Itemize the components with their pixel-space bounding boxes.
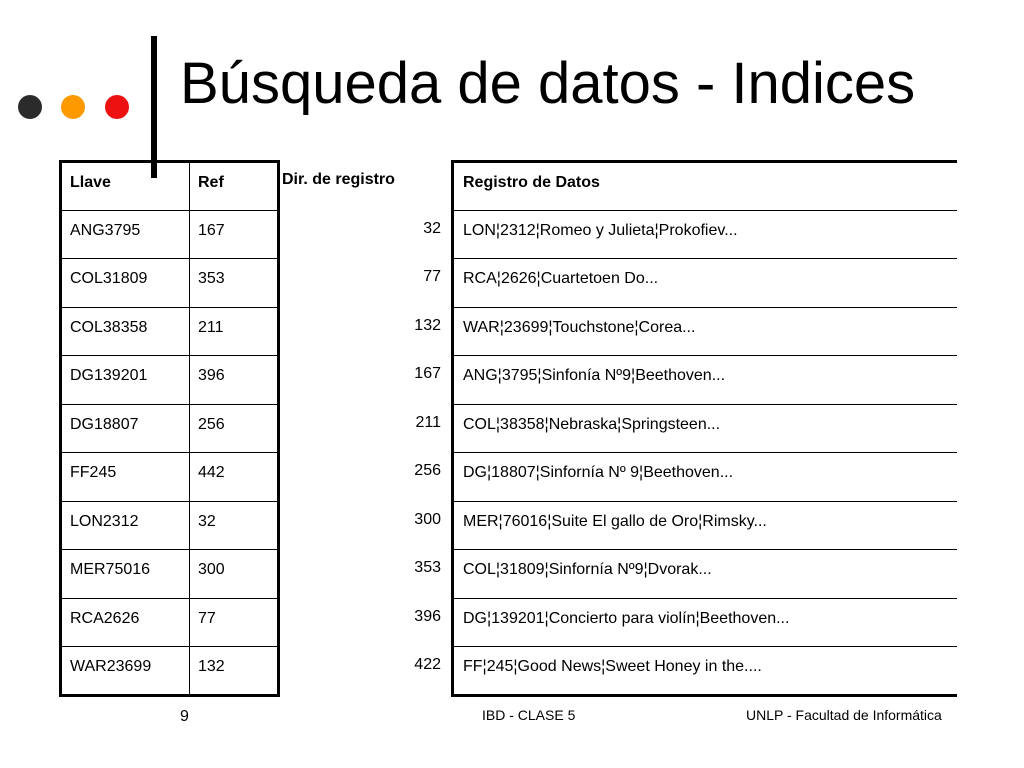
index-ref-cell: 211	[190, 307, 279, 356]
index-ref-cell: 353	[190, 259, 279, 308]
address-cell: 300	[414, 510, 441, 528]
table-row	[61, 307, 279, 356]
index-key-cell: WAR23699	[61, 647, 190, 696]
table-row	[276, 354, 451, 403]
table-row	[61, 259, 279, 308]
address-cell: 422	[414, 656, 441, 673]
record-header-row	[453, 162, 958, 211]
index-ref-cell: 396	[190, 356, 279, 405]
table-row	[61, 404, 279, 453]
address-cell: 211	[415, 413, 441, 431]
address-cell: 132	[414, 316, 441, 334]
table-row	[276, 257, 451, 306]
record-cell: ANG¦3795¦Sinfonía Nº9¦Beethoven...	[453, 356, 958, 405]
table-row	[61, 453, 279, 502]
table-row	[276, 548, 451, 597]
index-key-cell: ANG3795	[61, 210, 190, 259]
index-key-cell: MER75016	[61, 550, 190, 599]
index-ref-cell: 32	[190, 501, 279, 550]
table-row	[61, 210, 279, 259]
index-key-cell: DG139201	[61, 356, 190, 405]
index-key-cell: DG18807	[61, 404, 190, 453]
table-row	[453, 501, 958, 550]
footer-institution: UNLP - Facultad de Informática	[746, 707, 942, 723]
title-accent-bar	[151, 36, 157, 178]
record-cell: DG¦18807¦Sinfornía Nº 9¦Beethoven...	[453, 453, 958, 502]
table-row	[276, 403, 451, 452]
index-key-cell: COL31809	[61, 259, 190, 308]
table-row	[453, 210, 958, 259]
address-cell: 256	[414, 462, 441, 479]
record-cell: WAR¦23699¦Touchstone¦Corea...	[453, 307, 958, 356]
index-ref-cell: 300	[190, 550, 279, 599]
table-row	[276, 500, 451, 549]
table-row	[453, 356, 958, 405]
index-key-cell: COL38358	[61, 307, 190, 356]
address-cell: 77	[423, 268, 441, 285]
index-key-cell: RCA2626	[61, 598, 190, 647]
table-row	[276, 645, 451, 694]
page-number: 9	[180, 708, 189, 725]
index-key-cell: LON2312	[61, 501, 190, 550]
address-cell: 396	[414, 607, 441, 625]
index-header-key: Llave	[61, 162, 190, 211]
footer-course: IBD - CLASE 5	[482, 707, 576, 723]
record-cell: DG¦139201¦Concierto para violín¦Beethoven...	[453, 598, 958, 647]
record-cell: MER¦76016¦Suite El gallo de Oro¦Rimsky...	[453, 501, 958, 550]
table-row	[61, 598, 279, 647]
decorative-dot-dark	[18, 95, 42, 119]
table-row	[61, 356, 279, 405]
table-row	[61, 647, 279, 696]
table-row	[276, 597, 451, 646]
table-row	[61, 501, 279, 550]
table-row	[61, 550, 279, 599]
index-ref-cell: 442	[190, 453, 279, 502]
address-cell: 353	[414, 559, 441, 576]
table-row	[276, 209, 451, 258]
table-row	[453, 598, 958, 647]
index-header-ref: Ref	[190, 162, 279, 211]
table-row	[453, 453, 958, 502]
record-cell: LON¦2312¦Romeo y Julieta¦Prokofiev...	[453, 210, 958, 259]
index-ref-cell: 132	[190, 647, 279, 696]
table-row	[453, 647, 958, 696]
table-row	[276, 306, 451, 355]
table-row	[453, 259, 958, 308]
record-cell: COL¦38358¦Nebraska¦Springsteen...	[453, 404, 958, 453]
slide-title: Búsqueda de datos - Indices	[180, 51, 916, 116]
table-row	[276, 451, 451, 500]
record-cell: COL¦31809¦Sinfornía Nº9¦Dvorak...	[453, 550, 958, 599]
index-ref-cell: 256	[190, 404, 279, 453]
record-cell: RCA¦2626¦Cuartetoen Do...	[453, 259, 958, 308]
index-ref-cell: 77	[190, 598, 279, 647]
data-record-table	[451, 160, 957, 697]
index-key-cell: FF245	[61, 453, 190, 502]
address-header-row	[276, 160, 451, 209]
record-cell: FF¦245¦Good News¦Sweet Honey in the....	[453, 647, 958, 696]
decorative-dot-orange	[61, 95, 85, 119]
index-ref-cell: 167	[190, 210, 279, 259]
table-row	[453, 307, 958, 356]
address-cell: 167	[414, 365, 441, 382]
index-table	[59, 160, 280, 697]
table-row	[453, 404, 958, 453]
record-header: Registro de Datos	[453, 162, 958, 211]
address-header: Dir. de registro	[282, 171, 395, 188]
index-table-header-row	[61, 162, 279, 211]
decorative-dot-red	[105, 95, 129, 119]
address-cell: 32	[423, 219, 441, 237]
address-column	[276, 160, 451, 694]
table-row	[453, 550, 958, 599]
